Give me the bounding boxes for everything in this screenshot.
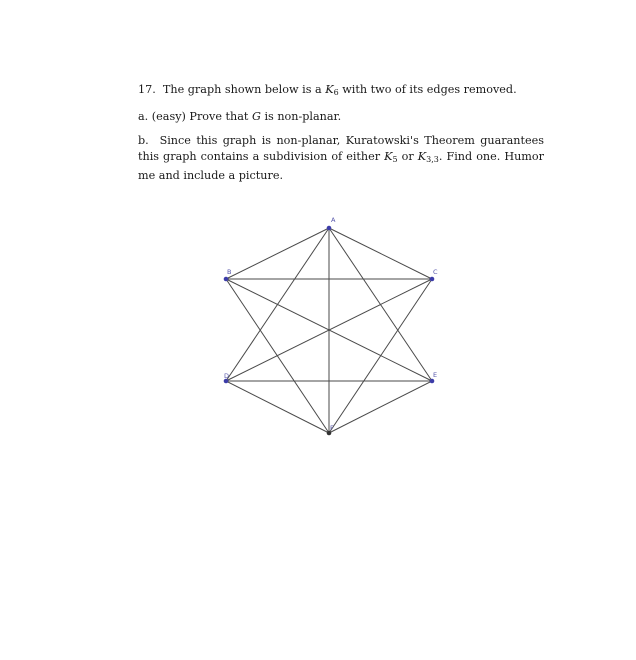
vertex-a — [327, 226, 332, 231]
part-b: b. Since this graph is non-planar, Kuratowski's Theorem guarantees this graph contains a subdivision of either $K_5$ or $K_{3,3}$. Find one. Humor me and include a picture. — [138, 134, 545, 182]
k6-symbol: $K_6$ — [325, 83, 339, 97]
graph-edges — [226, 228, 432, 433]
edge-e-f — [329, 381, 432, 433]
edge-a-b — [226, 228, 329, 279]
vertex-e — [430, 379, 435, 384]
vertex-label-f: F — [330, 424, 334, 432]
part-a-label: a. — [138, 110, 149, 123]
k5-symbol: $K_5$ — [384, 150, 398, 164]
vertex-c — [430, 277, 435, 282]
vertex-label-d: D — [224, 372, 230, 380]
vertex-label-c: C — [433, 268, 438, 276]
vertex-label-e: E — [433, 371, 438, 379]
problem-number: 17. — [138, 83, 156, 96]
graph-variable: G — [251, 110, 261, 123]
vertex-label-b: B — [227, 268, 232, 276]
problem-intro: 17. The graph shown below is a $K_6$ with two of its edges removed. — [138, 83, 517, 97]
vertex-label-a: A — [331, 216, 336, 224]
part-a: a. (easy) Prove that G is non-planar. — [138, 110, 342, 123]
edge-c-f — [329, 279, 432, 433]
vertex-b — [224, 277, 229, 282]
edge-d-f — [226, 381, 329, 433]
part-b-label: b. — [138, 134, 149, 147]
k33-symbol: $K_{3,3}$ — [417, 150, 439, 164]
edge-a-c — [329, 228, 432, 279]
